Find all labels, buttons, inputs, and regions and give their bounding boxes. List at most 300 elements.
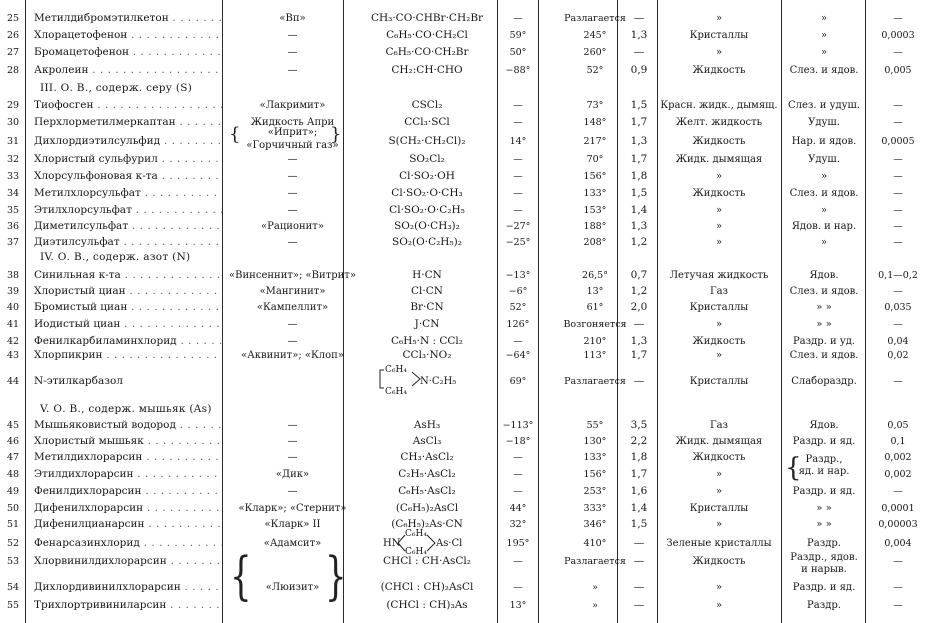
toxicity: 0,002: [884, 452, 912, 463]
action: »: [820, 30, 828, 41]
density: 1,7: [630, 468, 648, 480]
formula: (CHCl : CH)₂AsCl: [380, 581, 474, 593]
formula: CCl₃·NO₂: [402, 349, 452, 361]
row-number: 50: [6, 503, 20, 514]
toxicity: —: [893, 221, 903, 232]
formula: Cl·SO₂·O·CH₃: [391, 187, 463, 199]
table-row: [0, 62, 930, 79]
boiling-point: 217°: [583, 136, 607, 147]
density: 1,2: [630, 285, 648, 297]
table-row: [0, 347, 930, 364]
density: 1,6: [630, 485, 648, 497]
formula-ring-top: C₆H₄: [385, 365, 407, 375]
melting-point: −13°: [505, 270, 531, 281]
substance-name: Фенарсазинхлорид . . .: [34, 535, 222, 552]
substance-name: Хлорпикрин . . .: [34, 347, 222, 364]
row-number: 49: [6, 486, 20, 497]
boiling-point: 210°: [583, 336, 607, 347]
action: Раздр.: [807, 538, 841, 549]
melting-point: 195°: [506, 538, 530, 549]
density: 1,3: [630, 220, 648, 232]
military-name: «Мангинит»: [259, 286, 326, 297]
formula: H·CN: [412, 269, 442, 281]
action: Ядов.: [809, 270, 839, 281]
row-number: 31: [6, 136, 20, 147]
toxicity: —: [893, 376, 903, 387]
substance-name: Акролеин . . .: [34, 62, 222, 79]
formula-ring-bottom: C₆H₄: [385, 387, 407, 397]
toxicity: 0,02: [887, 350, 909, 361]
action: Удуш.: [808, 117, 840, 128]
military-name: —: [287, 319, 298, 330]
row-number: 51: [6, 519, 20, 530]
brace-left: {: [230, 547, 252, 607]
physical-state: »: [715, 13, 723, 24]
melting-point: 32°: [509, 519, 527, 530]
row-number: 46: [6, 436, 20, 447]
table-row: [0, 10, 930, 27]
action-line1: Раздр., ядов.: [790, 552, 858, 563]
row-number: 48: [6, 469, 20, 480]
row-number: 47: [6, 452, 20, 463]
melting-point: —: [513, 13, 523, 24]
physical-state: »: [715, 319, 723, 330]
military-name: «Адамсит»: [263, 538, 322, 549]
substance-name: N-этилкарбазол: [34, 375, 123, 387]
military-name: «Люизит»: [265, 582, 320, 593]
row-number: 36: [6, 221, 20, 232]
table-row: [0, 433, 930, 450]
melting-point: −25°: [505, 237, 531, 248]
toxicity: —: [893, 188, 903, 199]
action: Раздр. и яд.: [792, 582, 856, 593]
formula: SO₂Cl₂: [409, 153, 445, 165]
boiling-point: 188°: [583, 221, 607, 232]
toxicity: —: [893, 286, 903, 297]
density: —: [633, 46, 645, 58]
physical-state: »: [715, 171, 723, 182]
physical-state: »: [715, 205, 723, 216]
melting-point: —: [513, 117, 523, 128]
melting-point: —: [513, 336, 523, 347]
physical-state: Жидкость: [692, 136, 746, 147]
substance-name: Хлорвинилдихлорарсин . . .: [34, 553, 222, 570]
boiling-point: 260°: [583, 47, 607, 58]
military-name: —: [287, 154, 298, 165]
table-row: [0, 466, 930, 483]
row-number: 42: [6, 336, 20, 347]
action: » »: [816, 319, 832, 330]
ring-bond-lines: [378, 364, 424, 394]
melting-point: —: [513, 171, 523, 182]
toxicity: 0,00003: [878, 519, 918, 530]
row-number: 32: [6, 154, 20, 165]
military-name: «Кампеллит»: [256, 302, 329, 313]
density: 1,7: [630, 349, 648, 361]
row-number: 54: [6, 582, 20, 593]
action: Слез. и ядов.: [789, 188, 859, 199]
melting-point: 14°: [509, 136, 527, 147]
physical-state: »: [715, 221, 723, 232]
toxicity: —: [893, 582, 903, 593]
melting-point: —: [513, 582, 523, 593]
boiling-point: 333°: [583, 503, 607, 514]
table-row: [0, 151, 930, 168]
boiling-point: 113°: [583, 350, 607, 361]
table-row: [0, 114, 930, 131]
substance-name: Трихлортривиниларсин . . .: [34, 597, 222, 614]
melting-point: 69°: [509, 376, 527, 387]
action: Раздр. и уд.: [792, 336, 856, 347]
table-row: [0, 373, 930, 390]
military-name: —: [287, 30, 298, 41]
table-row: [0, 234, 930, 251]
military-name: —: [287, 188, 298, 199]
boiling-point: Разлагается: [564, 13, 626, 24]
formula: C₆H₅·N : CCl₂: [391, 335, 463, 347]
physical-state: »: [715, 47, 723, 58]
military-name: —: [287, 336, 298, 347]
action: » »: [816, 302, 832, 313]
row-number: 34: [6, 188, 20, 199]
action: »: [820, 13, 828, 24]
row-number: 52: [6, 538, 20, 549]
melting-point: —: [513, 556, 523, 567]
toxicity: 0,04: [887, 336, 909, 347]
toxicity: 0,002: [884, 469, 912, 480]
formula: AsCl₃: [412, 435, 442, 447]
melting-point: 59°: [509, 30, 527, 41]
density: —: [633, 581, 645, 593]
action: Ядов. и нар.: [791, 221, 857, 232]
action: Раздр. и яд.: [792, 486, 856, 497]
toxicity: 0,0003: [881, 30, 915, 41]
formula: CH₃·CO·CHBr·CH₂Br: [370, 12, 484, 24]
formula-arsenic: As·Cl: [436, 538, 463, 549]
density: —: [633, 375, 645, 387]
density: —: [633, 318, 645, 330]
row-number: 55: [6, 600, 20, 611]
formula-ring-bottom: C₆H₄: [405, 547, 427, 557]
row-number: 37: [6, 237, 20, 248]
formula-ring-top: C₆H₄: [405, 529, 427, 539]
formula: AsH₃: [413, 419, 441, 431]
action: Раздр.: [807, 600, 841, 611]
formula: S(CH₂·CH₂Cl)₂: [388, 135, 466, 147]
physical-state: Жидкость: [692, 556, 746, 567]
melting-point: —: [513, 469, 523, 480]
substance-name: Дифенилцианарсин . . .: [34, 516, 222, 533]
formula: (CHCl : CH)₃As: [386, 599, 468, 611]
formula: C₆H₅·AsCl₂: [398, 485, 456, 497]
formula: Cl·CN: [411, 285, 443, 297]
substance-name: Хлорсульфоновая к-та . . .: [34, 168, 222, 185]
boiling-point: 133°: [583, 452, 607, 463]
melting-point: 44°: [509, 503, 527, 514]
physical-state: »: [715, 582, 723, 593]
formula: J·CN: [414, 318, 440, 330]
melting-point: 52°: [509, 302, 527, 313]
section-heading-nitrogen: IV. О. В., содерж. азот (N): [40, 251, 191, 263]
formula: (C₆H₅)₂As·CN: [391, 518, 463, 530]
melting-point: —: [513, 486, 523, 497]
military-name: Жидкость Апри: [250, 117, 335, 128]
density: 1,5: [630, 187, 648, 199]
toxicity: 0,005: [884, 65, 912, 76]
substance-name: Бромистый циан . . .: [34, 299, 222, 316]
boiling-point: 70°: [586, 154, 604, 165]
physical-state: »: [715, 469, 723, 480]
density: 1,5: [630, 99, 648, 111]
substance-name: Хлорацетофенон . . .: [34, 27, 222, 44]
density: 0,9: [630, 64, 648, 76]
military-name: «Винсеннит»; «Витрит»: [229, 270, 356, 281]
substance-name: Синильная к-та . . .: [34, 267, 222, 284]
density: —: [633, 599, 645, 611]
melting-point: −88°: [505, 65, 531, 76]
action: Удуш.: [808, 154, 840, 165]
section-heading-sulfur: III. О. В., содерж. серу (S): [40, 82, 193, 94]
melting-point: —: [513, 205, 523, 216]
boiling-point: »: [592, 582, 598, 593]
brace-left: {: [785, 453, 802, 483]
military-name: «Аквинит»; «Клоп»: [241, 350, 344, 361]
melting-point: −18°: [505, 436, 531, 447]
substance-name: Фенилкарбиламинхлорид . . .: [34, 333, 222, 350]
action: » »: [816, 503, 832, 514]
density: —: [633, 537, 645, 549]
formula: CH₃·AsCl₂: [400, 451, 454, 463]
density: 0,7: [630, 269, 648, 281]
toxicity: 0,004: [884, 538, 912, 549]
military-name: —: [287, 205, 298, 216]
row-number: 38: [6, 270, 20, 281]
toxicity: —: [893, 205, 903, 216]
military-name: «Лакримит»: [259, 100, 326, 111]
military-name: —: [287, 171, 298, 182]
boiling-point: 245°: [583, 30, 607, 41]
substance-name: Мышьяковистый водород . . .: [34, 417, 222, 434]
melting-point: —: [513, 100, 523, 111]
substance-name: Диэтилсульфат . . .: [34, 234, 222, 251]
table-row: [0, 267, 930, 284]
physical-state: Кристаллы: [689, 503, 749, 514]
table-row: [0, 299, 930, 316]
toxicity: —: [893, 100, 903, 111]
formula: SO₂(O·C₂H₅)₂: [392, 236, 462, 248]
boiling-point: 130°: [583, 436, 607, 447]
formula: C₆H₅·CO·CH₂Br: [385, 46, 469, 58]
substance-name: Иодистый циан . . .: [34, 316, 222, 333]
boiling-point: »: [592, 600, 598, 611]
action: Слез. и ядов.: [789, 286, 859, 297]
substance-name: Фенилдихлорарсин . . .: [34, 483, 222, 500]
substance-name: Дихлордивинилхлорарсин . . .: [34, 579, 222, 596]
physical-state: Зеленые кристаллы: [666, 538, 772, 549]
substance-name: Диметилсульфат . . .: [34, 218, 222, 235]
military-name: —: [287, 436, 298, 447]
row-number: 30: [6, 117, 20, 128]
physical-state: »: [715, 600, 723, 611]
melting-point: −6°: [508, 286, 528, 297]
melting-point: —: [513, 154, 523, 165]
action: Нар. и ядов.: [791, 136, 857, 147]
physical-state: Жидк. дымящая: [675, 154, 763, 165]
boiling-point: 13°: [586, 286, 604, 297]
military-name-line1: «Иприт»;: [267, 127, 318, 138]
physical-state: Жидкость: [692, 188, 746, 199]
formula: Cl·SO₂·O·C₂H₅: [389, 204, 465, 216]
toxicity: 0,05: [887, 420, 909, 431]
action: » »: [816, 519, 832, 530]
density: 1,3: [630, 29, 648, 41]
substance-name: Хлористый циан . . .: [34, 283, 222, 300]
density: —: [633, 555, 645, 567]
toxicity: —: [893, 47, 903, 58]
table-row: [0, 27, 930, 44]
toxicity: —: [893, 556, 903, 567]
brace-left: {: [229, 124, 241, 145]
table-row: [0, 97, 930, 114]
row-number: 25: [6, 13, 20, 24]
melting-point: −113°: [502, 420, 534, 431]
physical-state: »: [715, 237, 723, 248]
boiling-point: Разлагается: [564, 556, 626, 567]
table-row: [0, 316, 930, 333]
action: »: [820, 171, 828, 182]
boiling-point: 55°: [586, 420, 604, 431]
table-row: [0, 202, 930, 219]
table-row: [0, 417, 930, 434]
substance-name: Бромацетофенон . . .: [34, 44, 222, 61]
formula: Br·CN: [410, 301, 444, 313]
toxicity: —: [893, 237, 903, 248]
action-line2: и нарыв.: [801, 564, 847, 575]
row-number: 33: [6, 171, 20, 182]
physical-state: Жидкость: [692, 336, 746, 347]
density: 1,7: [630, 116, 648, 128]
density: 1,2: [630, 236, 648, 248]
boiling-point: 26,5°: [582, 270, 608, 281]
toxicity: —: [893, 154, 903, 165]
table-row: [0, 283, 930, 300]
table-row: [0, 185, 930, 202]
row-number: 39: [6, 286, 20, 297]
row-number: 41: [6, 319, 20, 330]
physical-state: Красн. жидк., дымящ.: [660, 100, 778, 111]
row-number: 27: [6, 47, 20, 58]
row-number: 44: [6, 376, 20, 387]
action: Ядов.: [809, 420, 839, 431]
action: Слез. и ядов.: [789, 65, 859, 76]
table-row: [0, 597, 930, 614]
toxicity: —: [893, 486, 903, 497]
boiling-point: 133°: [583, 188, 607, 199]
density: 1,3: [630, 135, 648, 147]
boiling-point: 208°: [583, 237, 607, 248]
boiling-point: 61°: [586, 302, 604, 313]
formula-nitrogen: N·C₂H₅: [420, 376, 457, 387]
boiling-point: 52°: [586, 65, 604, 76]
physical-state: Газ: [709, 420, 729, 431]
substance-name: Этилхлорсульфат . . .: [34, 202, 222, 219]
physical-state: Жидкость: [692, 65, 746, 76]
boiling-point: 73°: [586, 100, 604, 111]
melting-point: −64°: [505, 350, 531, 361]
section-heading-arsenic: V. О. В., содерж. мышьяк (As): [40, 403, 212, 415]
melting-point: −27°: [505, 221, 531, 232]
action: Слез. и удуш.: [788, 100, 860, 111]
row-number: 35: [6, 205, 20, 216]
formula: CSCl₂: [411, 99, 443, 111]
action: Слабораздр.: [791, 376, 857, 387]
toxicity: —: [893, 319, 903, 330]
formula: (C₆H₅)₂AsCl: [395, 502, 459, 514]
formula: CHCl : CH·AsCl₂: [383, 555, 471, 567]
row-number: 43: [6, 350, 20, 361]
substance-name: Метилхлорсульфат . . .: [34, 185, 222, 202]
boiling-point: 253°: [583, 486, 607, 497]
boiling-point: Разлагается: [564, 376, 626, 387]
military-name: —: [287, 65, 298, 76]
row-number: 26: [6, 30, 20, 41]
density: 1,4: [630, 204, 648, 216]
boiling-point: 410°: [583, 538, 607, 549]
table-row: [0, 516, 930, 533]
density: 1,4: [630, 502, 648, 514]
table-row: [0, 44, 930, 61]
substance-name: Дифенилхлорарсин . . .: [34, 500, 222, 517]
table-row: [0, 133, 930, 150]
toxicity: —: [893, 117, 903, 128]
melting-point: —: [513, 188, 523, 199]
substance-name: Тиофосген . . .: [34, 97, 222, 114]
toxicity: 0,035: [884, 302, 912, 313]
military-name-line2: «Горчичный газ»: [246, 140, 339, 151]
density: 1,8: [630, 451, 648, 463]
row-number: 28: [6, 65, 20, 76]
physical-state: Жидкость: [692, 452, 746, 463]
formula-nh: HN: [383, 538, 401, 549]
boiling-point: 156°: [583, 469, 607, 480]
military-name: —: [287, 47, 298, 58]
brace-right: }: [330, 124, 342, 145]
density: —: [633, 12, 645, 24]
table-row: [0, 500, 930, 517]
density: 3,5: [630, 419, 648, 431]
row-number: 40: [6, 302, 20, 313]
boiling-point: 153°: [583, 205, 607, 216]
melting-point: —: [513, 452, 523, 463]
substance-name: Хлористый мышьяк . . .: [34, 433, 222, 450]
substance-name: Метилдихлорарсин . . .: [34, 449, 222, 466]
melting-point: 126°: [506, 319, 530, 330]
physical-state: »: [715, 350, 723, 361]
formula: C₂H₅·AsCl₂: [398, 468, 456, 480]
row-number: 29: [6, 100, 20, 111]
toxicity: 0,0001: [881, 503, 915, 514]
boiling-point: 148°: [583, 117, 607, 128]
military-name: —: [287, 452, 298, 463]
physical-state: Летучая жидкость: [669, 270, 769, 281]
boiling-point: 156°: [583, 171, 607, 182]
military-name: «Кларк»; «Стернит»: [238, 503, 347, 514]
boiling-point: Возгоняется: [563, 319, 627, 330]
toxicity: —: [893, 600, 903, 611]
substance-name: Дихлордиэтилсульфид . . .: [34, 133, 222, 150]
action: Слез. и ядов.: [789, 350, 859, 361]
substance-name: Этилдихлорарсин . . .: [34, 466, 222, 483]
